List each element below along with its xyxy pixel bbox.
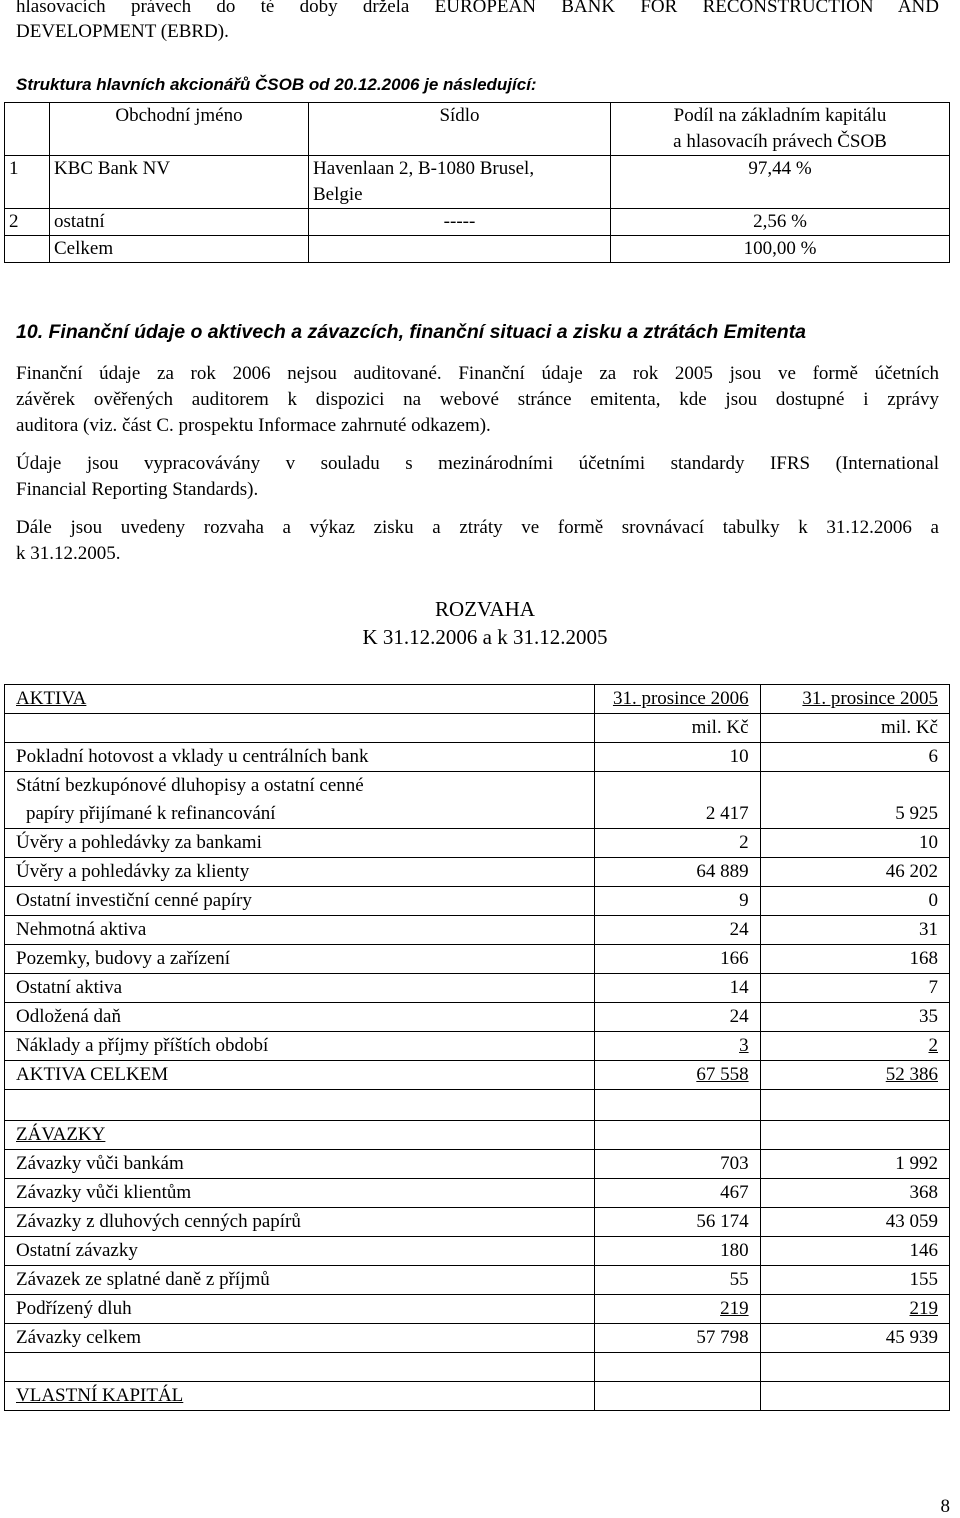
unit-2006: mil. Kč: [595, 714, 760, 743]
balance-header-row: [5, 685, 950, 714]
row-share: 2,56 %: [611, 209, 950, 236]
table-row: [5, 887, 950, 916]
table-row: [5, 1179, 950, 1208]
total-row: [5, 1324, 950, 1353]
paragraph-1-line-3: auditora (viz. část C. prospektu Informace zahrnuté odkazem).: [16, 415, 491, 436]
page-number: 8: [940, 1496, 950, 1517]
shareholders-heading: Struktura hlavních akcionářů ČSOB od 20.12.2006 je následující:: [16, 75, 537, 94]
row-label: Závazky vůči bankám: [5, 1150, 595, 1179]
section-10-title: 10. Finanční údaje o aktivech a závazcích, finanční situaci a zisku a ztrátách Emitenta: [16, 321, 807, 343]
value-2005: 46 202: [760, 858, 949, 887]
value-2005: 35: [760, 1003, 949, 1032]
value-2006: 2 417: [595, 772, 760, 829]
row-name: ostatní: [50, 209, 309, 236]
value-2006: 703: [595, 1150, 760, 1179]
value-2005: 168: [760, 945, 949, 974]
paragraph-3-line-2: k 31.12.2005.: [16, 543, 121, 564]
table-header-row: [5, 103, 950, 156]
header-name: Obchodní jméno: [50, 103, 309, 156]
value-2005: 155: [760, 1266, 949, 1295]
value-2006: 10: [595, 743, 760, 772]
table-row: [5, 945, 950, 974]
table-row: [5, 1237, 950, 1266]
value-2006: 57 798: [595, 1324, 760, 1353]
balance-table: [4, 684, 950, 1411]
value-2006: 9: [595, 887, 760, 916]
row-label: Úvěry a pohledávky za klienty: [5, 858, 595, 887]
spacer-row: [5, 1353, 950, 1382]
table-row: [5, 1266, 950, 1295]
row-share: 100,00 %: [611, 236, 950, 263]
value-2006: 219: [720, 1298, 749, 1319]
row-label: Ostatní investiční cenné papíry: [5, 887, 595, 916]
row-label: Ostatní závazky: [5, 1237, 595, 1266]
value-2006: 180: [595, 1237, 760, 1266]
table-row: [5, 156, 950, 209]
unit-2005: mil. Kč: [760, 714, 949, 743]
row-label: [5, 772, 595, 829]
value-2006: 56 174: [595, 1208, 760, 1237]
row-number: [5, 236, 50, 263]
table-row: [5, 916, 950, 945]
header-share-line1: Podíl na základním kapitálu: [673, 105, 887, 126]
shareholders-table: [4, 102, 950, 263]
paragraph-2-line-1: Údaje jsou vypracovávány v souladu s mezinárodními účetními standardy IFRS (International: [16, 453, 939, 474]
header-share-line2: a hlasovacíh právech ČSOB: [673, 131, 887, 152]
value-2005: 10: [760, 829, 949, 858]
row-label: AKTIVA CELKEM: [5, 1061, 595, 1090]
equity-header: VLASTNÍ KAPITÁL: [16, 1385, 184, 1406]
row-seat-line2: Belgie: [313, 184, 363, 205]
paragraph-3-line-1: Dále jsou uvedeny rozvaha a výkaz zisku a ztráty ve formě srovnávací tabulky k 31.12.2006 a: [16, 517, 939, 538]
value-2005: 6: [760, 743, 949, 772]
total-row: [5, 1061, 950, 1090]
paragraph-2-line-2: Financial Reporting Standards).: [16, 479, 259, 500]
value-2005: 52 386: [885, 1064, 938, 1085]
section-header-row: [5, 1121, 950, 1150]
header-share: [611, 103, 950, 156]
value-2005: 31: [760, 916, 949, 945]
row-seat: -----: [309, 209, 611, 236]
table-row: [5, 858, 950, 887]
header-seat: Sídlo: [309, 103, 611, 156]
row-label: Pokladní hotovost a vklady u centrálních bank: [5, 743, 595, 772]
paragraph-1-line-1: Finanční údaje za rok 2006 nejsou auditované. Finanční údaje za rok 2005 jsou ve formě účetních: [16, 363, 939, 384]
table-row: [5, 236, 950, 263]
table-row: [5, 743, 950, 772]
value-2006: 24: [595, 1003, 760, 1032]
liabilities-header: ZÁVAZKY: [16, 1124, 106, 1145]
row-number: 2: [5, 209, 50, 236]
table-row: [5, 1032, 950, 1061]
value-2005: 5 925: [760, 772, 949, 829]
value-2006: 2: [595, 829, 760, 858]
row-name: Celkem: [50, 236, 309, 263]
value-2005: 368: [760, 1179, 949, 1208]
value-2005: 219: [909, 1298, 938, 1319]
table-row: [5, 1003, 950, 1032]
table-row: [5, 1150, 950, 1179]
section-header-row: [5, 1382, 950, 1411]
value-2006: 67 558: [696, 1064, 749, 1085]
balance-title: ROZVAHA: [435, 597, 535, 621]
row-label: Odložená daň: [5, 1003, 595, 1032]
value-2005: 45 939: [760, 1324, 949, 1353]
row-share: 97,44 %: [611, 156, 950, 209]
row-label: Závazek ze splatné daně z příjmů: [5, 1266, 595, 1295]
value-2005: 7: [760, 974, 949, 1003]
row-number: 1: [5, 156, 50, 209]
value-2006: 55: [595, 1266, 760, 1295]
value-2006: 24: [595, 916, 760, 945]
value-2005: 43 059: [760, 1208, 949, 1237]
unit-row: [5, 714, 950, 743]
row-label-line2: papíry přijímané k refinancování: [26, 803, 276, 824]
table-row: [5, 974, 950, 1003]
spacer-row: [5, 1090, 950, 1121]
row-label: Pozemky, budovy a zařízení: [5, 945, 595, 974]
value-2005: 0: [760, 887, 949, 916]
row-label: Ostatní aktiva: [5, 974, 595, 1003]
row-label-line1: Státní bezkupónové dluhopisy a ostatní cenné: [16, 775, 364, 796]
intro-line-1: hlasovacích právech do té doby držela EUROPEAN BANK FOR RECONSTRUCTION AND: [16, 0, 939, 17]
row-label: Závazky vůči klientům: [5, 1179, 595, 1208]
row-label: Závazky celkem: [5, 1324, 595, 1353]
paragraph-1-line-2: závěrek ověřených auditorem k dispozici na webové stránce emitenta, kde jsou dostupné i zprávy: [16, 389, 939, 410]
table-row: [5, 829, 950, 858]
assets-header: AKTIVA: [16, 688, 87, 709]
row-label: Nehmotná aktiva: [5, 916, 595, 945]
balance-subtitle: K 31.12.2006 a k 31.12.2005: [362, 625, 608, 649]
row-label: Podřízený dluh: [5, 1295, 595, 1324]
value-2006: 64 889: [595, 858, 760, 887]
row-seat-line1: Havenlaan 2, B-1080 Brusel,: [313, 158, 535, 179]
value-2006: 467: [595, 1179, 760, 1208]
row-seat: [309, 236, 611, 263]
value-2005: 2: [928, 1035, 938, 1056]
row-label: Náklady a příjmy příštích období: [5, 1032, 595, 1061]
table-row: [5, 209, 950, 236]
row-name: KBC Bank NV: [50, 156, 309, 209]
intro-line-2: DEVELOPMENT (EBRD).: [16, 21, 229, 42]
table-row: [5, 1295, 950, 1324]
row-label: Úvěry a pohledávky za bankami: [5, 829, 595, 858]
table-row: [5, 1208, 950, 1237]
table-row: [5, 772, 950, 829]
column-2006: 31. prosince 2006: [612, 688, 749, 709]
value-2005: 1 992: [760, 1150, 949, 1179]
value-2006: 3: [739, 1035, 749, 1056]
row-label: Závazky z dluhových cenných papírů: [5, 1208, 595, 1237]
value-2006: 14: [595, 974, 760, 1003]
value-2005: 146: [760, 1237, 949, 1266]
row-seat: [309, 156, 611, 209]
value-2006: 166: [595, 945, 760, 974]
column-2005: 31. prosince 2005: [802, 688, 938, 709]
